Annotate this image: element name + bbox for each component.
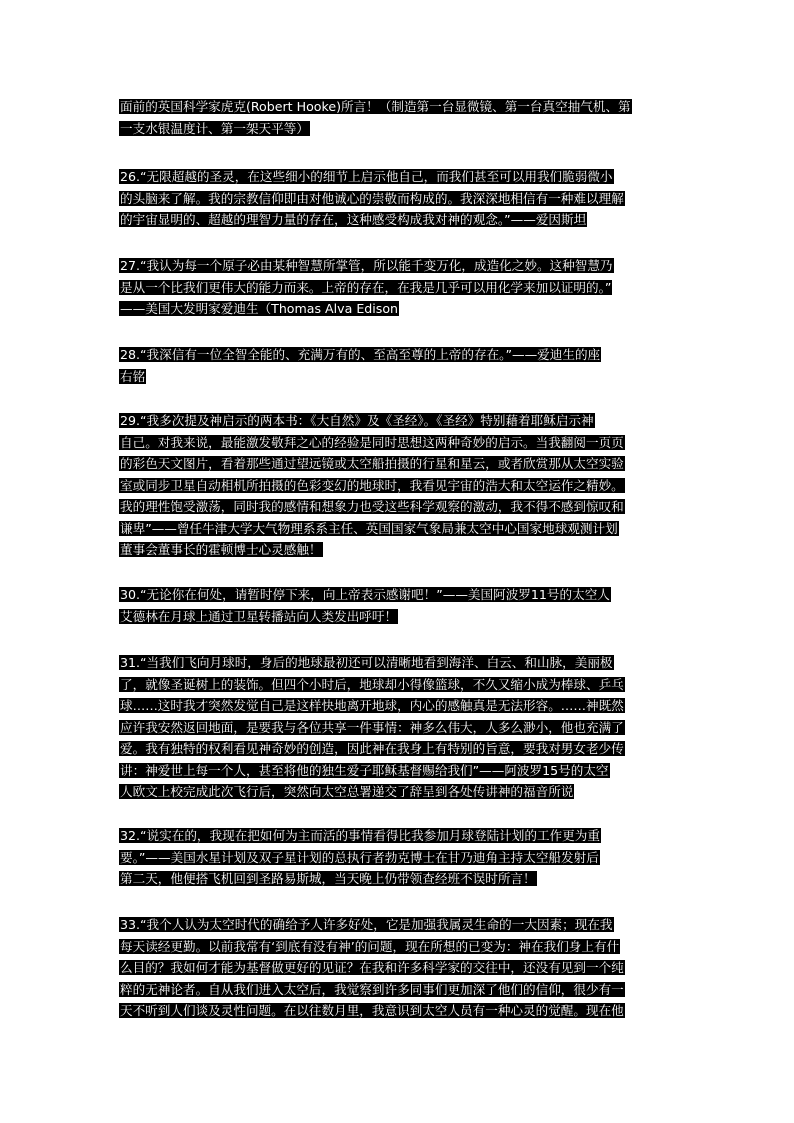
- text-line: 应许我安然返回地面，是要我与各位共享一件事情：神多么伟大，人多么渺小，他也充满了: [120, 719, 624, 735]
- text-line: 爱。我有独特的权利看见神奇妙的创造，因此神在我身上有特别的旨意，要我对男女老少传: [120, 741, 624, 756]
- text-line: 的彩色天文图片，看着那些通过望远镜或太空船拍摄的行星和星云，或者欣赏那从太空实验: [120, 456, 624, 471]
- text-line: 自己。对我来说，最能激发敬拜之心的经验是同时思想这两种奇妙的启示。当我翻阅一页页: [120, 434, 624, 450]
- text-line: ——美国大发明家爱迪生（Thomas Alva Edison: [120, 301, 399, 316]
- text-line: 29.“我多次提及神启示的两本书：《大自然》及《圣经》。《圣经》特别藉着耶稣启示神: [120, 413, 594, 428]
- text-line: 讲：神爱世上每一个人，甚至将他的独生爱子耶稣基督赐给我们”——阿波罗15号的太空: [120, 762, 609, 778]
- text-line: 艾德林在月球上通过卫星转播站向人类发出呼吁！: [120, 608, 398, 624]
- text-line: 33.“我个人认为太空时代的确给予人许多好处，它是加强我属灵生命的一大因素；现在我: [120, 917, 613, 932]
- paragraph-29: [119, 410, 679, 561]
- text-line: 26.“无限超越的圣灵，在这些细小的细节上启示他自己，而我们甚至可以用我们脆弱微小: [120, 169, 613, 184]
- text-line: 董事会董事长的霍顿博士心灵感触！: [120, 542, 322, 557]
- text-line: 32.“说实在的，我现在把如何为主而活的事情看得比我参加月球登陆计划的工作更为重: [120, 828, 600, 843]
- paragraph-32: [119, 825, 679, 890]
- paragraph-31: [119, 652, 679, 803]
- text-line: 我的理性饱受激荡，同时我的感情和想象力也受这些科学观察的激动，我不得不感到惊叹和: [120, 499, 624, 514]
- text-line: 的头脑来了解。我的宗教信仰即由对他诚心的崇敬而构成的。我深深地相信有一种难以理解: [120, 190, 624, 206]
- text-line: 是从一个比我们更伟大的能力而来。上帝的存在，在我是几乎可以用化学来加以证明的。”: [120, 279, 612, 295]
- text-line: 人欧文上校完成此次飞行后，突然向太空总署递交了辞呈到各处传讲神的福音所说: [120, 784, 574, 799]
- text-line: 27.“我认为每一个原子必由某种智慧所掌管，所以能千变万化，成造化之妙。这种智慧乃: [120, 258, 613, 273]
- text-line: 天不听到人们谈及灵性问题。在以往数月里，我意识到太空人员有一种心灵的觉醒。现在他: [120, 1003, 624, 1018]
- paragraph-33: [119, 914, 679, 1022]
- paragraph-hooke: [119, 96, 679, 139]
- text-line: 第二天，他便搭飞机回到圣路易斯城，当天晚上仍带领查经班不误时所言！: [120, 871, 536, 886]
- text-line: 31.“当我们飞向月球时，身后的地球最初还可以清晰地看到海洋、白云、和山脉，美丽极: [120, 655, 613, 670]
- text-line: 每天读经更勤。以前我常有‘到底有没有神’的问题，现在所想的已变为：神在我们身上有什: [120, 938, 620, 954]
- paragraph-28: [119, 344, 679, 387]
- text-line: 室或同步卫星自动相机所拍摄的色彩变幻的地球时，我看见宇宙的浩大和太空运作之精妙。: [120, 477, 624, 493]
- text-line: 一支水银温度计、第一架天平等）: [120, 120, 309, 136]
- text-line: 的宇宙显明的、超越的理智力量的存在，这种感受构成我对神的观念。”——爱因斯坦: [120, 212, 587, 227]
- text-line: 粹的无神论者。自从我们进入太空后，我觉察到许多同事们更加深了他们的信仰，很少有一: [120, 981, 624, 997]
- text-line: 要。”——美国水星计划及双子星计划的总执行者勃克博士在甘乃迪角主持太空船发射后: [120, 849, 599, 865]
- paragraph-26: [119, 166, 679, 231]
- text-line: 面前的英国科学家虎克(Robert Hooke)所言！（制造第一台显微镜、第一台真空抽气机、第: [120, 99, 631, 114]
- paragraph-27: [119, 255, 679, 320]
- text-line: 么目的？我如何才能为基督做更好的见证？在我和许多科学家的交往中，还没有见到一个纯: [120, 960, 624, 975]
- paragraph-30: [119, 584, 679, 627]
- text-line: 谦卑”——曾任牛津大学大气物理系系主任、英国国家气象局兼太空中心国家地球观测计划: [120, 520, 618, 536]
- text-line: 28.“我深信有一位全智全能的、充满万有的、至高至尊的上帝的存在。”——爱迪生的座: [120, 347, 601, 362]
- text-line: 右铭: [120, 368, 146, 384]
- text-line: 球……这时我才突然发觉自己是这样快地离开地球，内心的感触真是无法形容。……神既然: [120, 698, 624, 713]
- text-line: 了，就像圣诞树上的装饰。但四个小时后，地球却小得像篮球，不久又缩小成为棒球、乒乓: [120, 676, 624, 692]
- text-line: 30.“无论你在何处，请暂时停下来，向上帝表示感谢吧！”——美国阿波罗11号的太空人: [120, 587, 610, 602]
